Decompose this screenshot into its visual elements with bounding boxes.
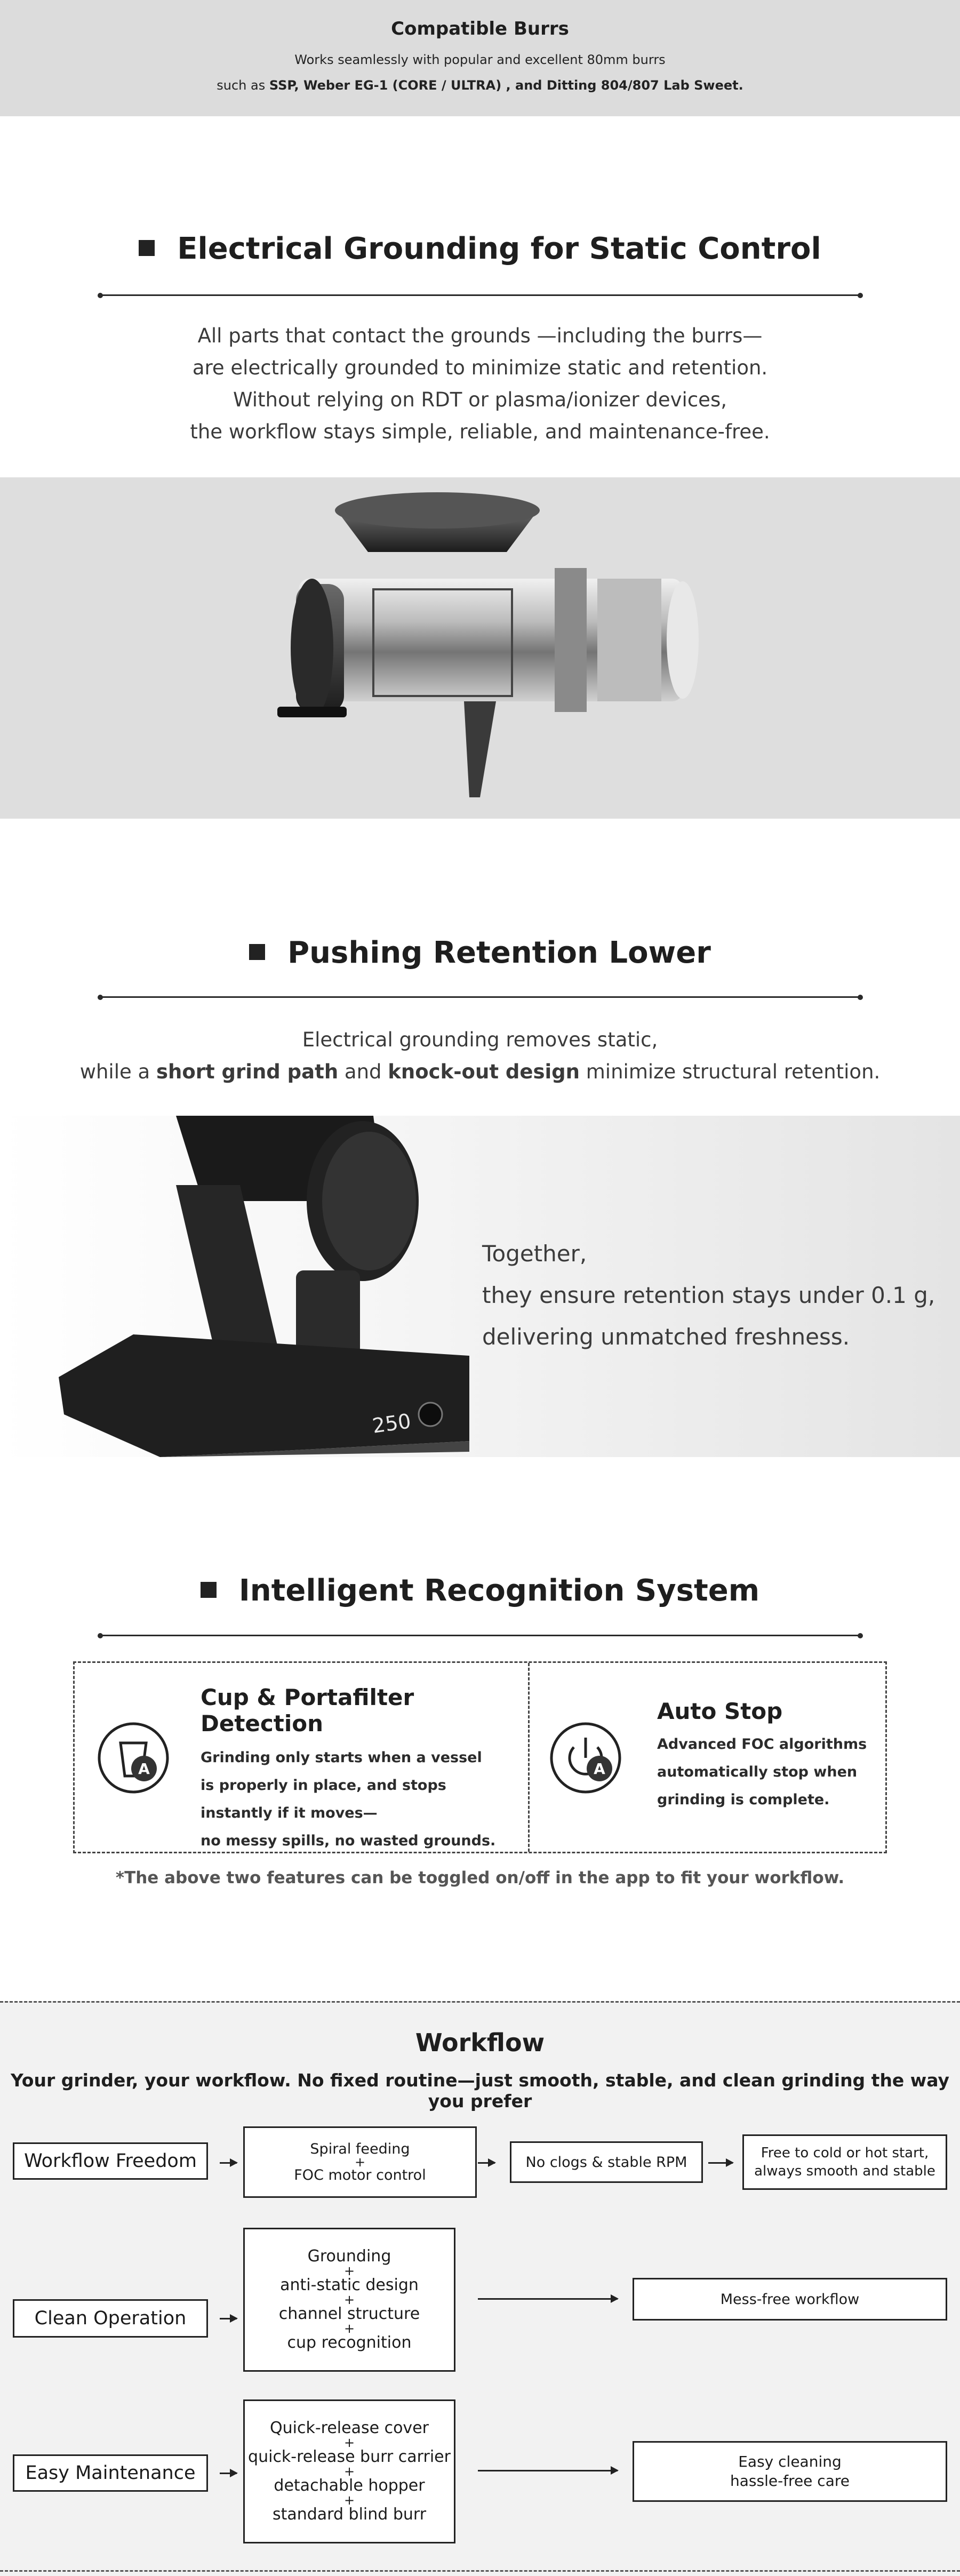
retention-photo-line: delivering unmatched freshness. [482,1324,850,1350]
plus-sign: + [343,2435,355,2450]
cup-detection-line: Grinding only starts when a vessel [201,1749,482,1766]
grounding-title: Electrical Grounding for Static Control [177,231,821,266]
grounding-divider [100,294,860,296]
cup-detection-line: instantly if it moves— [201,1805,378,1821]
arrow-icon [708,2162,733,2164]
retention-body [0,1024,960,1088]
recognition-note: *The above two features can be toggled on/off in the app to fit your workflow. [115,1868,845,1887]
arrow-icon [220,2162,237,2164]
arrow-icon [478,2162,495,2164]
workflow-freedom-label: Workflow Freedom [13,2142,208,2180]
retention-photo-line: they ensure retention stays under 0.1 g, [482,1282,935,1308]
clean-operation-result: Mess-free workflow [633,2278,947,2321]
auto-stop-title: Auto Stop [657,1698,783,1724]
compatible-burrs-band [0,0,960,116]
feature-item: cup recognition [287,2333,412,2352]
arrow-icon [478,2298,618,2300]
feature-item: detachable hopper [274,2476,425,2495]
retention-text: and [338,1060,388,1083]
auto-stop-line: Advanced FOC algorithms [657,1736,867,1753]
recognition-title: Intelligent Recognition System [238,1573,760,1608]
auto-badge: A [138,1760,150,1778]
retention-line2 [0,1056,960,1088]
retention-photo-line: Together, [482,1241,587,1267]
easy-maintenance-result [633,2441,947,2502]
auto-stop-icon [549,1722,622,1794]
grinder-product-image [0,1116,960,1457]
arrow-icon [220,2318,237,2319]
auto-stop-card [657,1698,881,1814]
workflow-subtitle: Your grinder, your workflow. No fixed routine—just smooth, stable, and clean grinding the way you prefer [10,2070,950,2111]
plus-sign: + [354,2155,366,2170]
feature-item: Grounding [307,2247,391,2266]
result-line: Easy cleaning [738,2453,842,2470]
retention-bold-text: knock-out design [388,1060,580,1083]
plus-sign: + [343,2321,355,2336]
result-line: hassle-free care [730,2472,850,2490]
result-line: Free to cold or hot start, [761,2145,929,2161]
clean-operation-label: Clean Operation [13,2299,208,2338]
grounding-body [0,320,960,448]
compatible-burrs-models: SSP, Weber EG-1 (CORE / ULTRA) , and Ditting 804/807 Lab Sweet. [269,78,743,93]
feature-item: Spiral feeding [310,2141,410,2157]
retention-bold-text: short grind path [156,1060,339,1083]
grounding-line: All parts that contact the grounds —including the burrs— [197,324,763,347]
bottom-dashed-divider [0,2570,960,2572]
grounding-line: are electrically grounded to minimize static and retention. [192,356,768,379]
retention-heading [0,934,960,972]
cup-detection-title: Cup & Portafilter Detection [201,1684,414,1737]
recognition-divider [100,1635,860,1636]
arrow-icon [478,2470,618,2471]
workflow-freedom-outcome: No clogs & stable RPM [510,2141,703,2183]
plus-sign: + [343,2263,355,2278]
plus-sign: + [343,2292,355,2307]
auto-stop-body [657,1731,881,1814]
clean-operation-features [243,2228,455,2372]
grinder-display-readout: 250 [371,1409,413,1438]
cup-detection-body [201,1744,521,1855]
retention-text: minimize structural retention. [580,1060,881,1083]
feature-item: Quick-release cover [270,2419,429,2437]
auto-stop-line: grinding is complete. [657,1791,830,1808]
retention-line1: Electrical grounding removes static, [302,1028,658,1051]
workflow-section [0,2001,960,2576]
square-bullet-icon [249,944,265,960]
square-bullet-icon [201,1582,217,1598]
compatible-burrs-line1: Works seamlessly with popular and excellent 80mm burrs [294,52,666,67]
compatible-burrs-title: Compatible Burrs [391,18,569,39]
card-divider [528,1663,530,1852]
result-line: always smooth and stable [754,2163,935,2179]
grounding-line: the workflow stays simple, reliable, and maintenance-free. [190,420,770,443]
easy-maintenance-label: Easy Maintenance [13,2454,208,2492]
auto-stop-line: automatically stop when [657,1764,858,1780]
compatible-burrs-prefix: such as [217,78,269,93]
plus-sign: + [343,2464,355,2479]
arrow-icon [220,2473,237,2474]
grounding-line: Without relying on RDT or plasma/ionizer devices, [233,388,727,411]
cup-detection-line: no messy spills, no wasted grounds. [201,1833,496,1849]
workflow-freedom-result [742,2134,947,2190]
feature-item: quick-release burr carrier [248,2447,451,2466]
retention-divider [100,996,860,998]
cup-detection-icon [97,1722,170,1794]
retention-text: while a [79,1060,156,1083]
feature-item: standard blind burr [272,2505,427,2524]
feature-item: FOC motor control [294,2167,426,2183]
auto-badge: A [594,1760,605,1778]
feature-item: channel structure [278,2305,420,2323]
feature-item: anti-static design [280,2276,419,2294]
workflow-title: Workflow [415,2028,545,2057]
burr-assembly-cutaway-image [0,477,960,819]
square-bullet-icon [139,240,155,256]
recognition-heading [0,1572,960,1610]
grounding-heading [0,230,960,268]
retention-title: Pushing Retention Lower [287,935,711,970]
workflow-freedom-features [243,2126,477,2198]
cup-detection-card [201,1684,521,1855]
recognition-cards [73,1661,887,1853]
plus-sign: + [343,2493,355,2508]
cup-detection-line: is properly in place, and stops [201,1777,446,1794]
retention-photo-text [482,1233,935,1358]
compatible-burrs-line2 [0,78,960,93]
easy-maintenance-features [243,2399,455,2543]
